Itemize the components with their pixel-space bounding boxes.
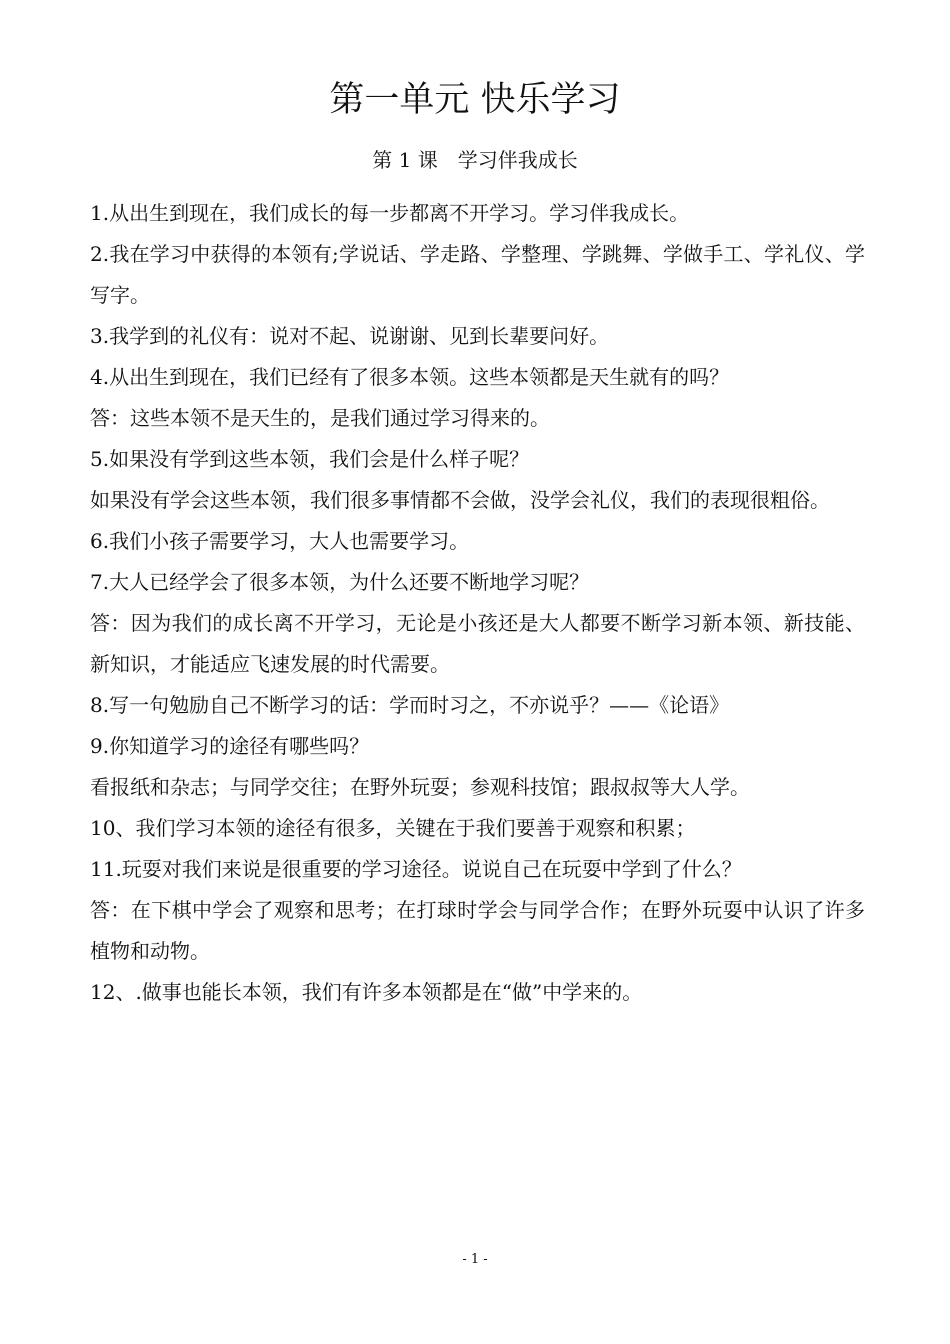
paragraph-3: 3.我学到的礼仪有：说对不起、说谢谢、见到长辈要问好。 — [90, 324, 610, 348]
paragraph-17: 12、.做事也能长本领，我们有许多本领都是在“做”中学来的。 — [90, 980, 643, 1004]
paragraph-11: 8.写一句勉励自己不断学习的话：学而时习之，不亦说乎？——《论语》 — [90, 693, 730, 717]
paragraph-5: 答：这些本领不是天生的，是我们通过学习得来的。 — [90, 406, 550, 430]
paragraph-13: 看报纸和杂志；与同学交往；在野外玩耍；参观科技馆；跟叔叔等大人学。 — [90, 775, 750, 799]
page-number: - 1 - — [462, 1252, 488, 1267]
paragraph-9: 7.大人已经学会了很多本领，为什么还要不断地学习呢？ — [90, 570, 590, 594]
paragraph-10: 答：因为我们的成长离不开学习，无论是小孩还是大人都要不断学习新本领、新技能、新知识，才能适应飞速发展的时代需要。 — [90, 611, 865, 676]
paragraph-4: 4.从出生到现在，我们已经有了很多本领。这些本领都是天生就有的吗？ — [90, 365, 730, 389]
paragraph-8: 6.我们小孩子需要学习，大人也需要学习。 — [90, 529, 470, 553]
lesson-title: 第 1 课 学习伴我成长 — [372, 148, 578, 172]
body-text — [90, 193, 865, 1013]
paragraph-1: 1.从出生到现在，我们成长的每一步都离不开学习。学习伴我成长。 — [90, 201, 690, 225]
paragraph-7: 如果没有学会这些本领，我们很多事情都不会做，没学会礼仪，我们的表现很粗俗。 — [90, 488, 830, 512]
paragraph-16: 答：在下棋中学会了观察和思考；在打球时学会与同学合作；在野外玩耍中认识了许多植物和动物。 — [90, 898, 865, 963]
paragraph-2: 2.我在学习中获得的本领有;学说话、学走路、学整理、学跳舞、学做手工、学礼仪、学写字。 — [90, 242, 865, 307]
unit-title: 第一单元 快乐学习 — [329, 80, 621, 120]
paragraph-15: 11.玩耍对我们来说是很重要的学习途径。说说自己在玩耍中学到了什么？ — [90, 857, 742, 881]
paragraph-14: 10、我们学习本领的途径有很多，关键在于我们要善于观察和积累； — [90, 816, 696, 840]
paragraph-6: 5.如果没有学到这些本领，我们会是什么样子呢？ — [90, 447, 530, 471]
paragraph-12: 9.你知道学习的途径有哪些吗？ — [90, 734, 370, 758]
